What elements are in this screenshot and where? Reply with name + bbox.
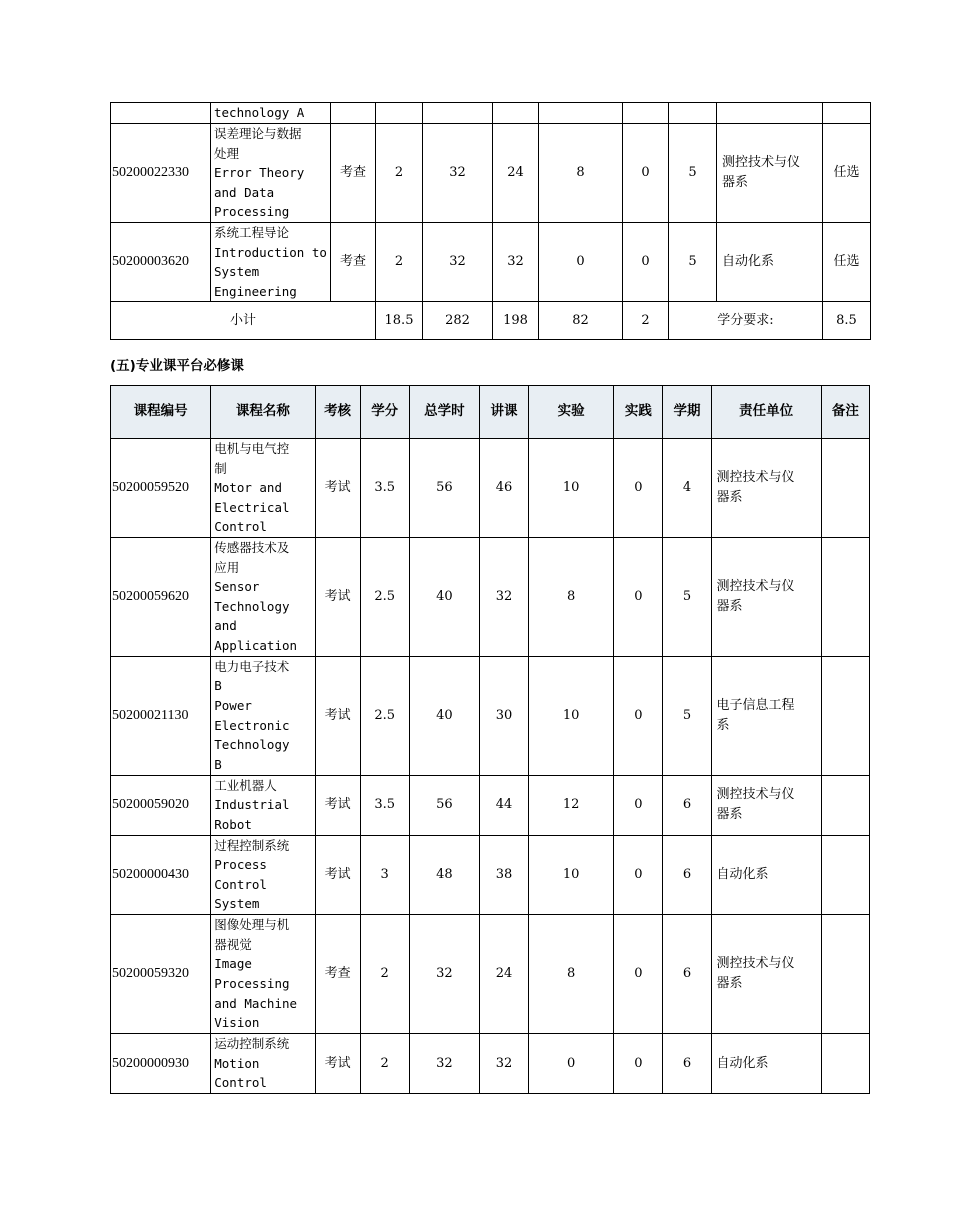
semester-cell: 5 <box>663 538 711 657</box>
lecture-hours-cell: 38 <box>479 835 528 914</box>
credits-cell: 2 <box>360 914 409 1033</box>
header-credits: 学分 <box>360 386 409 439</box>
course-name-cell: 系统工程导论 Introduction to System Engineering <box>211 223 331 302</box>
assessment-type-cell: 考试 <box>315 835 360 914</box>
total-hours-cell: 56 <box>409 439 479 538</box>
remarks-cell <box>821 775 869 835</box>
subtotal-total-hours: 282 <box>423 302 493 340</box>
responsible-unit-cell: 测控技术与仪 器系 <box>711 914 821 1033</box>
header-responsible-unit: 责任单位 <box>711 386 821 439</box>
lab-hours-cell: 10 <box>529 835 614 914</box>
lab-hours-cell: 0 <box>539 223 623 302</box>
lecture-hours-cell: 24 <box>493 124 539 223</box>
responsible-unit-cell: 测控技术与仪 器系 <box>711 775 821 835</box>
header-total-hours: 总学时 <box>409 386 479 439</box>
header-course-code: 课程编号 <box>111 386 211 439</box>
credit-requirement-value: 8.5 <box>823 302 871 340</box>
lab-hours-cell: 0 <box>529 1033 614 1093</box>
practice-hours-cell: 0 <box>614 1033 663 1093</box>
assessment-type-cell: 考试 <box>315 1033 360 1093</box>
assessment-type-cell: 考试 <box>315 656 360 775</box>
subtotal-label: 小计 <box>111 302 376 340</box>
total-hours-cell <box>423 103 493 124</box>
subtotal-lecture-hours: 198 <box>493 302 539 340</box>
credits-cell: 2 <box>360 1033 409 1093</box>
total-hours-cell: 32 <box>409 914 479 1033</box>
total-hours-cell: 56 <box>409 775 479 835</box>
practice-hours-cell <box>623 103 669 124</box>
subtotal-lab-hours: 82 <box>539 302 623 340</box>
subtotal-credits: 18.5 <box>376 302 423 340</box>
remarks-cell <box>821 835 869 914</box>
table-row <box>111 775 870 835</box>
header-remarks: 备注 <box>821 386 869 439</box>
course-code-cell: 50200059020 <box>111 775 211 835</box>
responsible-unit-cell: 自动化系 <box>711 835 821 914</box>
semester-cell: 6 <box>663 775 711 835</box>
practice-hours-cell: 0 <box>614 538 663 657</box>
table-row <box>111 538 870 657</box>
header-semester: 学期 <box>663 386 711 439</box>
total-hours-cell: 48 <box>409 835 479 914</box>
lecture-hours-cell: 32 <box>493 223 539 302</box>
table-row <box>111 223 871 302</box>
course-code-cell: 50200022330 <box>111 124 211 223</box>
course-code-cell: 50200003620 <box>111 223 211 302</box>
header-practice: 实践 <box>614 386 663 439</box>
remarks-cell: 任选 <box>823 223 871 302</box>
lab-hours-cell: 8 <box>529 538 614 657</box>
lecture-hours-cell: 32 <box>479 1033 528 1093</box>
assessment-type-cell: 考查 <box>331 223 376 302</box>
required-courses-table <box>110 385 870 1094</box>
table-header-row <box>111 386 870 439</box>
course-name-cell: 图像处理与机 器视觉 Image Processing and Machine Vision <box>211 914 315 1033</box>
remarks-cell <box>821 1033 869 1093</box>
subtotal-practice-hours: 2 <box>623 302 669 340</box>
credit-requirement-label: 学分要求: <box>669 302 823 340</box>
semester-cell: 6 <box>663 1033 711 1093</box>
table-row <box>111 1033 870 1093</box>
assessment-type-cell: 考试 <box>315 439 360 538</box>
table-row <box>111 914 870 1033</box>
table-row <box>111 439 870 538</box>
table-row <box>111 835 870 914</box>
total-hours-cell: 32 <box>423 124 493 223</box>
course-code-cell: 50200021130 <box>111 656 211 775</box>
responsible-unit-cell <box>717 103 823 124</box>
course-name-cell: 过程控制系统 Process Control System <box>211 835 315 914</box>
lab-hours-cell: 8 <box>529 914 614 1033</box>
course-code-cell: 50200059320 <box>111 914 211 1033</box>
course-code-cell: 50200000430 <box>111 835 211 914</box>
lecture-hours-cell <box>493 103 539 124</box>
credits-cell: 2.5 <box>360 656 409 775</box>
remarks-cell <box>821 914 869 1033</box>
course-code-cell <box>111 103 211 124</box>
lab-hours-cell: 10 <box>529 656 614 775</box>
header-assessment: 考核 <box>315 386 360 439</box>
responsible-unit-cell: 测控技术与仪 器系 <box>717 124 823 223</box>
responsible-unit-cell: 自动化系 <box>717 223 823 302</box>
course-code-cell: 50200059620 <box>111 538 211 657</box>
header-lab: 实验 <box>529 386 614 439</box>
remarks-cell <box>821 538 869 657</box>
total-hours-cell: 32 <box>409 1033 479 1093</box>
lab-hours-cell: 10 <box>529 439 614 538</box>
credits-cell <box>376 103 423 124</box>
practice-hours-cell: 0 <box>623 124 669 223</box>
assessment-type-cell: 考查 <box>331 124 376 223</box>
course-code-cell: 50200000930 <box>111 1033 211 1093</box>
responsible-unit-cell: 测控技术与仪 器系 <box>711 439 821 538</box>
header-course-name: 课程名称 <box>211 386 315 439</box>
remarks-cell <box>821 656 869 775</box>
semester-cell: 5 <box>663 656 711 775</box>
credits-cell: 3 <box>360 835 409 914</box>
lecture-hours-cell: 46 <box>479 439 528 538</box>
lab-hours-cell: 12 <box>529 775 614 835</box>
assessment-type-cell: 考试 <box>315 538 360 657</box>
semester-cell: 5 <box>669 124 717 223</box>
credits-cell: 3.5 <box>360 439 409 538</box>
semester-cell: 5 <box>669 223 717 302</box>
section-heading: (五)专业课平台必修课 <box>110 358 244 374</box>
total-hours-cell: 40 <box>409 656 479 775</box>
semester-cell: 4 <box>663 439 711 538</box>
lab-hours-cell <box>539 103 623 124</box>
total-hours-cell: 32 <box>423 223 493 302</box>
credits-cell: 3.5 <box>360 775 409 835</box>
course-name-cell: 工业机器人 Industrial Robot <box>211 775 315 835</box>
lecture-hours-cell: 44 <box>479 775 528 835</box>
remarks-cell <box>821 439 869 538</box>
practice-hours-cell: 0 <box>614 914 663 1033</box>
course-table-continued <box>110 102 871 340</box>
responsible-unit-cell: 自动化系 <box>711 1033 821 1093</box>
practice-hours-cell: 0 <box>614 775 663 835</box>
remarks-cell <box>823 103 871 124</box>
responsible-unit-cell: 电子信息工程 系 <box>711 656 821 775</box>
practice-hours-cell: 0 <box>614 656 663 775</box>
lecture-hours-cell: 24 <box>479 914 528 1033</box>
total-hours-cell: 40 <box>409 538 479 657</box>
assessment-type-cell: 考试 <box>315 775 360 835</box>
responsible-unit-cell: 测控技术与仪 器系 <box>711 538 821 657</box>
course-name-cell: 电机与电气控 制 Motor and Electrical Control <box>211 439 315 538</box>
semester-cell: 6 <box>663 835 711 914</box>
lab-hours-cell: 8 <box>539 124 623 223</box>
assessment-type-cell: 考查 <box>315 914 360 1033</box>
table-row <box>111 656 870 775</box>
lecture-hours-cell: 32 <box>479 538 528 657</box>
assessment-type-cell <box>331 103 376 124</box>
practice-hours-cell: 0 <box>623 223 669 302</box>
course-name-cell: 误差理论与数据 处理 Error Theory and Data Processing <box>211 124 331 223</box>
lecture-hours-cell: 30 <box>479 656 528 775</box>
semester-cell <box>669 103 717 124</box>
course-name-cell: technology A <box>211 103 331 124</box>
practice-hours-cell: 0 <box>614 439 663 538</box>
practice-hours-cell: 0 <box>614 835 663 914</box>
table-row <box>111 103 871 124</box>
course-code-cell: 50200059520 <box>111 439 211 538</box>
credits-cell: 2 <box>376 124 423 223</box>
table-row <box>111 124 871 223</box>
credits-cell: 2 <box>376 223 423 302</box>
credits-cell: 2.5 <box>360 538 409 657</box>
semester-cell: 6 <box>663 914 711 1033</box>
course-name-cell: 运动控制系统 Motion Control <box>211 1033 315 1093</box>
subtotal-row <box>111 302 871 340</box>
header-lecture: 讲课 <box>479 386 528 439</box>
remarks-cell: 任选 <box>823 124 871 223</box>
course-name-cell: 电力电子技术 B Power Electronic Technology B <box>211 656 315 775</box>
course-name-cell: 传感器技术及 应用 Sensor Technology and Application <box>211 538 315 657</box>
